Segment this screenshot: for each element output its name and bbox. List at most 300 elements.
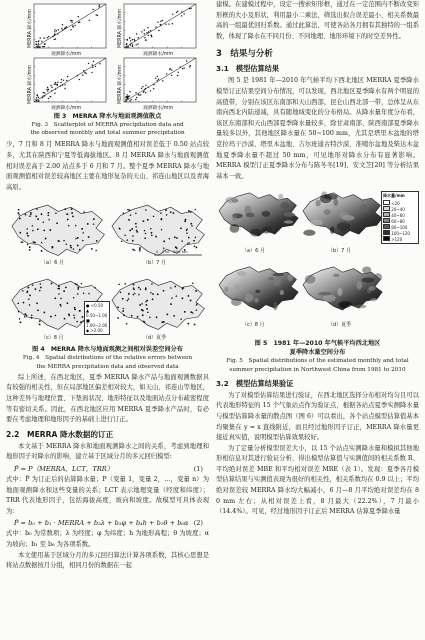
scatter-point: [132, 39, 133, 40]
scatter-point: [71, 22, 72, 23]
precipitation-zone: [276, 295, 280, 299]
paragraph-model-intro: 本文基于 MERRA 降水和地面观测降水之间的关系，考虑到地理和地形因子对降水的影响，建立基于区域分月的多元回归模型:: [6, 442, 209, 461]
fig5-legend: [381, 191, 419, 244]
station-marker: [139, 305, 141, 307]
scatter-point: [145, 85, 146, 86]
figure-3-caption-en-line1: Fig. 3 Scatterplot of MERRA precipitation data and: [31, 122, 184, 128]
station-marker: [170, 304, 172, 306]
station-marker: [180, 228, 182, 230]
station-marker: [117, 307, 119, 309]
station-marker: [182, 298, 184, 300]
station-marker: [24, 314, 26, 316]
station-marker: [74, 309, 76, 311]
scatter-point: [62, 29, 63, 30]
station-marker: [190, 211, 192, 213]
scatter-point: [48, 36, 49, 37]
scatter-point: [129, 91, 130, 92]
scatter-point: [95, 66, 96, 67]
station-marker: [18, 213, 20, 215]
scatter-point: [144, 37, 145, 38]
precipitation-zone: [278, 194, 283, 201]
scatter-point: [93, 61, 94, 62]
paragraph-validation: 为了对模型估算结果进行验证，在西北地区选择分布相对均匀且可以代表地形特征的 15 个气象站点作为验证点，根据各站点夏季实测降水量与模型估算降水量的散点图（图 6）可以看出，各个站点模型估算值基本均聚集在 y = x 直线附近，而且经过地形因子订正，MERRA 降水量更接近真实值，说明模型估算效果较好。: [216, 391, 419, 442]
station-marker: [147, 219, 149, 221]
fig4-legend-item-1: <0.50: [90, 303, 104, 309]
fig3-ylabel-3: MERRA 降水/mm: [28, 64, 33, 104]
station-marker: [190, 300, 192, 302]
section-heading-2-2: 2.2 MERRA 降水数据的订正: [6, 429, 114, 439]
scatter-point: [78, 22, 79, 23]
scatter-point: [172, 23, 173, 24]
scatter-point: [145, 92, 146, 93]
scatter-point: [42, 95, 43, 96]
station-marker: [29, 249, 31, 251]
scatter-point: [151, 36, 152, 37]
scatter-point: [138, 94, 139, 95]
scatter-point: [144, 29, 145, 30]
station-marker: [88, 237, 90, 239]
scatter-point: [129, 37, 130, 38]
station-marker: [151, 232, 153, 234]
fig5-legend-title: 降水量/mm: [383, 193, 405, 199]
scatter-point: [54, 93, 55, 94]
scatter-point: [47, 37, 48, 38]
station-marker: [18, 209, 20, 211]
station-marker: [194, 209, 196, 211]
station-marker: [27, 235, 29, 237]
scatter-point: [38, 100, 39, 101]
station-marker: [70, 247, 72, 249]
station-marker: [122, 298, 124, 300]
scatter-point: [158, 30, 159, 31]
fig5-panel-b-label: （b）7 月: [328, 248, 351, 255]
station-marker: [23, 302, 25, 304]
station-marker: [132, 240, 134, 242]
precipitation-zone: [359, 205, 369, 214]
scatter-point: [135, 99, 136, 100]
fig4-panel-d-label: （d）夏季: [143, 335, 167, 342]
station-marker: [29, 295, 31, 297]
station-marker: [34, 242, 36, 244]
scatter-point: [145, 88, 146, 89]
precipitation-zone: [355, 305, 367, 309]
scatter-point: [82, 74, 83, 75]
scatter-point: [141, 88, 142, 89]
station-marker: [64, 318, 66, 320]
precipitation-zone: [234, 284, 241, 291]
precipitation-zone: [272, 273, 284, 276]
scatter-point: [177, 11, 178, 12]
scatter-point: [148, 87, 149, 88]
fig5-legend-item-5: 80~100: [391, 225, 408, 231]
precipitation-zone: [287, 275, 293, 282]
precipitation-zone: [337, 288, 342, 296]
station-marker: [63, 291, 65, 293]
station-marker: [51, 283, 53, 285]
fig4-legend-item-3: 1.00~2.00: [86, 323, 108, 329]
scatter-point: [190, 65, 191, 66]
station-marker: [27, 287, 29, 289]
station-marker: [129, 230, 131, 232]
scatter-point: [54, 31, 55, 32]
scatter-point: [181, 11, 182, 12]
fig4-legend: ● <0.50 ▲ 0.50~1.00 ■ 1.00~2.00 ◆ >2.00: [84, 301, 110, 335]
station-marker: [175, 247, 177, 249]
station-marker: [56, 223, 58, 225]
scatter-point: [44, 46, 45, 47]
fig4-panel-a-label: （a）6 月: [41, 260, 64, 267]
figure-4-caption-en-line2: the MERRA precipitation data and observed data: [36, 363, 179, 370]
station-marker: [91, 248, 93, 250]
station-marker: [167, 314, 169, 316]
scatter-point: [55, 89, 56, 90]
scatter-point: [92, 64, 93, 65]
station-marker: [44, 312, 46, 314]
fig3-xlabel-2: 观测降水/mm: [143, 52, 174, 57]
scatter-point: [74, 25, 75, 26]
scatter-point: [46, 89, 47, 90]
scatter-point: [157, 76, 158, 77]
station-marker: [41, 214, 43, 216]
scatter-point: [134, 39, 135, 40]
scatter-point: [56, 30, 57, 31]
station-marker: [118, 284, 120, 286]
station-marker: [133, 284, 135, 286]
scatter-point: [157, 22, 158, 23]
paragraph-relative-error: 少，7 月和 8 月 MERRA 降水与地面观测值相对误差低于 0.50 站点较多，尤其在陕西和宁夏等低海拔地区。8 月 MERRA 降水与地面观测值相对误差高于 2.00 站点多于 6 月和 7 月。整个夏季 MERRA 降水与地面观测值相对误差较高地区主要在地形复杂的天山、祁连山地区以及青海高原。: [6, 141, 209, 191]
station-marker: [20, 322, 22, 324]
scatter-point: [44, 44, 45, 45]
station-marker: [81, 283, 83, 285]
scatter-point: [42, 46, 43, 47]
station-marker: [156, 317, 158, 319]
scatter-point: [131, 43, 132, 44]
station-marker: [173, 315, 175, 317]
precipitation-zone: [339, 301, 352, 308]
station-marker: [67, 219, 69, 221]
station-marker: [50, 316, 52, 318]
scatter-point: [54, 29, 55, 30]
precipitation-zone: [284, 212, 296, 217]
station-marker: [195, 291, 197, 293]
scatter-point: [54, 33, 55, 34]
scatter-point: [178, 72, 179, 73]
scatter-point: [140, 94, 141, 95]
scatter-point: [176, 12, 177, 13]
precipitation-zone: [310, 220, 323, 226]
station-marker: [143, 221, 145, 223]
station-marker: [77, 245, 79, 247]
scatter-point: [38, 40, 39, 41]
scatter-point: [160, 21, 161, 22]
scatter-point: [144, 89, 145, 90]
scatter-point: [150, 90, 151, 91]
fig4-scale-bar: 0 250 500 km: [156, 249, 188, 255]
station-marker: [132, 249, 134, 251]
scatter-point: [130, 45, 131, 46]
station-marker: [195, 247, 197, 249]
scatter-point: [155, 78, 156, 79]
scatter-point: [51, 90, 52, 91]
station-marker: [77, 237, 79, 239]
paragraph-error-analysis: 为了定量分析模型误差大小，以 15 个站点实测降水量和模拟其他地形相信息对其进行验证分析，得出模型估算值与实测值间的相关系数 R、平均绝对误差 MBE 和平均相对误差 MRE（表 1）。发现：夏季各月模型估算结果与实测值表现为很好的相关性，相关系数均在 0.9 以上；平均绝对误差较 MERRA 降水均大幅减小，6 月—8 月平均绝对误差均在 8 0 mm 左右；从相对误差上看，8 月最大（22.2%），7 月最小（14.4%）。可见，经过地形因子订正后 MERRA 估算夏季降水量: [216, 444, 419, 516]
precipitation-zone: [232, 215, 236, 221]
precipitation-zone: [280, 202, 289, 209]
station-marker: [136, 231, 138, 233]
station-marker: [187, 323, 189, 325]
scatter-point: [189, 66, 190, 67]
scatter-point: [132, 44, 133, 45]
left-column: [6, 0, 209, 572]
station-marker: [37, 219, 39, 221]
station-marker: [139, 248, 141, 250]
scatter-point: [64, 88, 65, 89]
scatter-point: [135, 92, 136, 93]
precipitation-zone: [362, 278, 375, 283]
scatter-point: [36, 41, 37, 42]
station-marker: [129, 210, 131, 212]
precipitation-zone: [369, 286, 376, 291]
paragraph-results: 图 5 是 1981 年—2010 年气候平均下西北地区 MERRA 夏季降水模型订正结果空间分布情况，可以发现，西北地区夏季降水有两个明显的高值带，分别在该区东南部和天山西部，昆仑山西北部一带，总体呈从东南向西北内陆递减，具有随地域变化的分布格局。从降水量年度分布看，该区东南部和天山西部夏季降水量较多，除甘肃南部、陕西南部夏季降水量较多以外，其他地区降水量在 50~100 mm，尤其是塔里木盆地的塔克拉玛干沙漠、塔里木盆地、吉尔班通古特沙漠、准噶尔盆地及柴达木盆地夏季降水量不超过 50 mm，可见地形对降水分布有显著影响。MERRA 模型订正夏季降水分布与陈冬冬[19]、安文芝[20] 等分析结果基本一致。: [216, 77, 419, 180]
precipitation-zone: [250, 229, 261, 237]
station-marker: [40, 287, 42, 289]
scatter-point: [136, 33, 137, 34]
scatter-point: [171, 75, 172, 76]
section-heading-3-1: 3.1 模型估算结果: [216, 64, 280, 74]
station-marker: [192, 282, 194, 284]
station-marker: [138, 287, 140, 289]
station-marker: [188, 295, 190, 297]
scatter-point: [54, 84, 55, 85]
scatter-point: [134, 40, 135, 41]
scatter-point: [79, 79, 80, 80]
precipitation-zone: [362, 267, 371, 274]
formula-1: [6, 463, 209, 475]
station-marker: [188, 211, 190, 213]
scatter-point: [145, 39, 146, 40]
station-marker: [29, 247, 31, 249]
scatter-point: [57, 82, 58, 83]
fig4-panel-b-label: （b）7 月: [143, 260, 166, 267]
scatter-point: [129, 100, 130, 101]
scatter-point: [92, 9, 93, 10]
precipitation-zone: [370, 298, 377, 302]
scatter-point: [44, 95, 45, 96]
station-marker: [137, 316, 139, 318]
scatter-point: [136, 97, 137, 98]
scatter-point: [127, 96, 128, 97]
figure-5-caption-en-line2: summer precipitation in Northwest China from 1981 to 2010: [229, 366, 406, 373]
station-marker: [124, 283, 126, 285]
precipitation-zone: [284, 221, 293, 224]
scatter-point: [43, 92, 44, 93]
station-marker: [190, 312, 192, 314]
station-marker: [74, 307, 76, 309]
station-marker: [36, 303, 38, 305]
scatter-point: [85, 73, 86, 74]
scatter-point: [157, 80, 158, 81]
station-marker: [188, 237, 190, 239]
scatter-point: [48, 89, 49, 90]
station-marker: [128, 293, 130, 295]
scatter-point: [55, 38, 56, 39]
station-marker: [45, 238, 47, 240]
scatter-point: [177, 75, 178, 76]
scatter-point: [64, 84, 65, 85]
scatter-point: [147, 27, 148, 28]
scatter-point: [132, 46, 133, 47]
station-marker: [77, 288, 79, 290]
scatter-point: [60, 85, 61, 86]
formula-1-expression: P̂ = P（MERRA，LCT，TRR）: [14, 464, 114, 473]
scatter-point: [92, 67, 93, 68]
station-marker: [59, 304, 61, 306]
station-marker: [54, 298, 56, 300]
figure-4-caption-en-line1: Fig. 4 Spatial distributions of the relative errors between: [22, 355, 193, 362]
figure-5-caption-en-line1: Fig. 5 Spatial distributions of the estimated monthly and total: [226, 358, 409, 365]
station-marker: [83, 211, 85, 213]
precipitation-zone: [303, 230, 315, 236]
precipitation-zone: [262, 227, 272, 234]
formula-1-number: (1): [193, 464, 203, 473]
station-marker: [87, 223, 89, 225]
scatter-point: [183, 67, 184, 68]
scatter-point: [190, 8, 191, 9]
scatter-point: [153, 88, 154, 89]
scatter-point: [40, 37, 41, 38]
scatter-point: [89, 20, 90, 21]
station-marker: [131, 229, 133, 231]
station-marker: [20, 232, 22, 234]
scatter-point: [54, 39, 55, 40]
scatter-point: [162, 20, 163, 21]
station-marker: [36, 216, 38, 218]
scatter-point: [127, 39, 128, 40]
fig5-panel-a-label: （a）6 月: [242, 248, 265, 255]
scatter-point: [91, 72, 92, 73]
scatter-point: [148, 31, 149, 32]
station-marker: [142, 310, 144, 312]
station-marker: [194, 324, 196, 326]
station-marker: [96, 240, 98, 242]
precipitation-zone: [333, 274, 339, 277]
scatter-point: [160, 24, 161, 25]
scatter-point: [170, 68, 171, 69]
scatter-point: [55, 84, 56, 85]
paragraph-formula2-explain: 式中：b₀ 为常数项；λ 为经度；φ 为纬度；h 为地形高程；θ 为坡度；α 为坡向；b₁ 至 b₆ 为各项系数。: [6, 530, 209, 548]
scatter-point: [70, 20, 71, 21]
figure-4: [6, 197, 209, 345]
station-marker: [145, 289, 147, 291]
station-marker: [80, 322, 82, 324]
fig5-legend-item-2: 20~40: [391, 207, 405, 213]
station-marker: [25, 214, 27, 216]
precipitation-zone: [280, 290, 284, 295]
precipitation-zone: [305, 275, 316, 284]
station-marker: [68, 314, 70, 316]
scatter-point: [77, 75, 78, 76]
scatter-point: [47, 87, 48, 88]
station-marker: [117, 318, 119, 320]
station-marker: [165, 210, 167, 212]
station-marker: [70, 245, 72, 247]
scatter-point: [126, 99, 127, 100]
scatter-point: [35, 99, 36, 100]
scatter-point: [66, 26, 67, 27]
figure-5: [216, 185, 419, 339]
scatter-point: [55, 82, 56, 83]
station-marker: [26, 292, 28, 294]
station-marker: [185, 219, 187, 221]
fig4-legend-item-2: 0.50~1.00: [86, 313, 108, 319]
fig4-legend-item-4: >2.00: [90, 328, 103, 334]
station-marker: [82, 317, 84, 319]
scatter-point: [43, 37, 44, 38]
scatter-point: [57, 33, 58, 34]
scatter-point: [168, 23, 169, 24]
figure-5-caption-line1: 图 5 1981 年—2010 年气候平均西北地区: [254, 340, 381, 348]
precipitation-zone: [245, 294, 254, 302]
station-marker: [58, 286, 60, 288]
scatter-point: [44, 92, 45, 93]
formula-2-expression: P̂ = b₀ + b₁ · MERRA + b₂λ + b₃φ + b₄h + b₅θ + b₆α: [14, 519, 189, 528]
figure-3-caption: 图 3 MERRA 降水与地面观测值散点: [53, 113, 162, 120]
scatter-point: [61, 28, 62, 29]
station-marker: [146, 308, 148, 310]
fig5-legend-item-3: 40~60: [391, 213, 405, 219]
precipitation-zone: [225, 197, 237, 204]
station-marker: [133, 289, 135, 291]
region-outline: [112, 279, 204, 329]
station-marker: [161, 322, 163, 324]
station-marker: [163, 321, 165, 323]
paragraph-algorithm: 本文使用基于区域分月的多元回归算法计算各项系数，其核心思想是将站点数据按月分组，相同月份的数据在一起: [6, 551, 209, 570]
scatter-point: [84, 72, 85, 73]
station-marker: [39, 324, 41, 326]
precipitation-zone: [323, 295, 336, 302]
scatter-point: [182, 68, 183, 69]
station-marker: [37, 310, 39, 312]
scatter-point: [62, 84, 63, 85]
formula-2: [6, 517, 209, 529]
station-marker: [93, 219, 95, 221]
station-marker: [48, 212, 50, 214]
paragraph-summary: 综上所述，在西北地区，夏季 MERRA 降水产品与地面观测数据具有较强的相关性，但在局部地区偏差相对较大，如天山、祁连山等地区，这种差异与地理位置、下垫面状况、地形特征以及地面站点分布疏密程度等有密切关系。因此，在西北地区应用 MERRA 夏季降水产品时，有必要在考虑地理和地形因子的基础上进行订正。: [6, 373, 209, 424]
scatter-point: [41, 41, 42, 42]
precipitation-map: [219, 267, 298, 310]
scatter-point: [155, 26, 156, 27]
scatter-point: [66, 80, 67, 81]
precipitation-zone: [374, 274, 382, 282]
figure-3-scatter-plots: [6, 0, 209, 112]
precipitation-zone: [324, 209, 331, 215]
precipitation-zone: [337, 222, 350, 231]
scatter-point: [63, 80, 64, 81]
precipitation-zone: [333, 199, 338, 206]
scatter-point: [97, 15, 98, 16]
station-marker: [174, 237, 176, 239]
figure-3-caption-en-line2: the observed monthly and total summer precipitation: [30, 130, 185, 137]
scatter-point: [171, 69, 172, 70]
station-marker: [31, 317, 33, 319]
paragraph-formula1-explain: 式中：P̂ 为订正后的估算降水量；P（变量 1，变量 2，…，变量 n）为地面观测降水和这些变量的关系；LCT 表示地理变量（经度和纬度）；TRR 代表地形因子，包括海拔高度，坡向和坡度。故模型可具体表现为：: [6, 475, 209, 515]
scatter-point: [99, 4, 100, 5]
scatter-point: [141, 31, 142, 32]
scatter-point: [73, 26, 74, 27]
scatter-point: [146, 32, 147, 33]
scatter-point: [58, 29, 59, 30]
region-outline: [12, 205, 104, 255]
